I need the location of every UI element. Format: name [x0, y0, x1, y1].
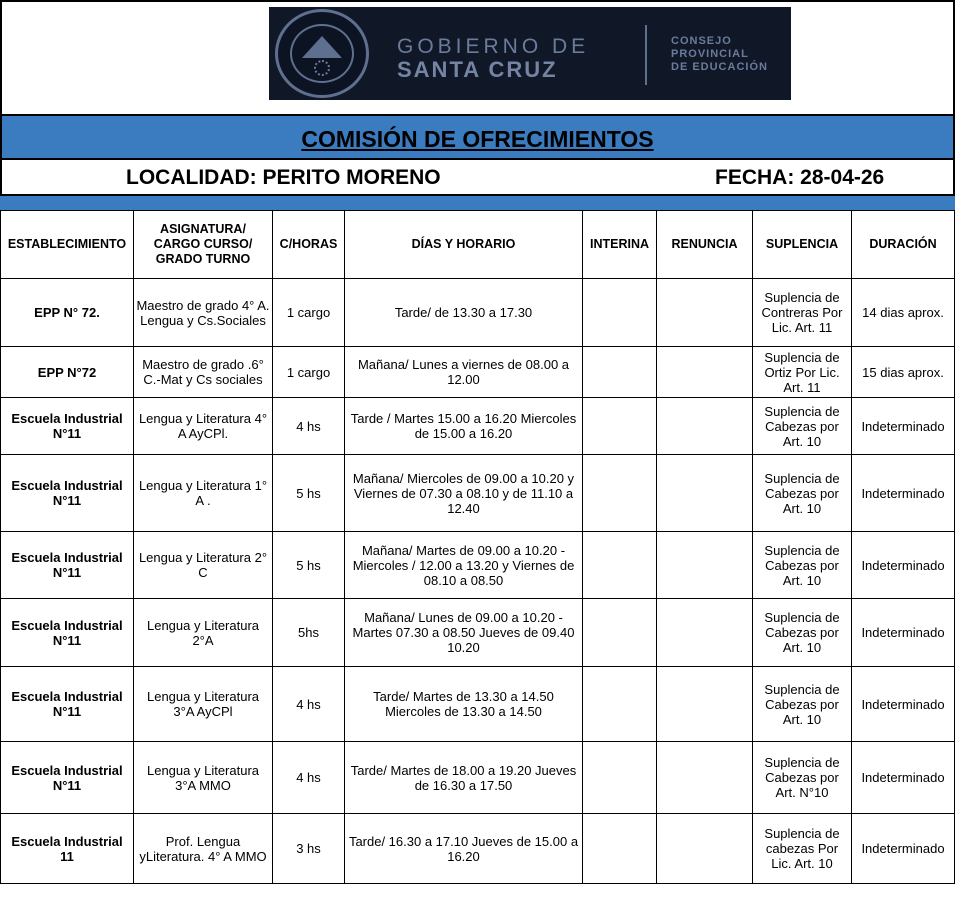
cell-interina: [583, 455, 657, 532]
cell-establecimiento: Escuela Industrial N°11: [1, 599, 134, 667]
cell-interina: [583, 532, 657, 599]
col-horas: C/HORAS: [273, 211, 345, 279]
localidad-label: LOCALIDAD: PERITO MORENO: [126, 166, 441, 189]
mountain-icon: [302, 36, 342, 58]
col-duracion: DURACIÓN: [852, 211, 955, 279]
cell-horario: Tarde/ de 13.30 a 17.30: [345, 279, 583, 347]
cell-asignatura: Maestro de grado 4° A. Lengua y Cs.Sociales: [134, 279, 273, 347]
col-suplencia: SUPLENCIA: [753, 211, 852, 279]
cell-horario: Mañana/ Miercoles de 09.00 a 10.20 y Viernes de 07.30 a 08.10 y de 11.10 a 12.40: [345, 455, 583, 532]
offers-table: [0, 210, 955, 884]
col-establecimiento: ESTABLECIMIENTO: [1, 211, 134, 279]
cell-horas: 5 hs: [273, 532, 345, 599]
cell-establecimiento: Escuela Industrial N°11: [1, 742, 134, 814]
cell-renuncia: [657, 532, 753, 599]
page-title: COMISIÓN DE OFRECIMIENTOS: [301, 126, 654, 152]
sun-icon: [314, 60, 330, 76]
table-row: [1, 599, 955, 667]
cell-renuncia: [657, 347, 753, 398]
cell-renuncia: [657, 742, 753, 814]
cell-renuncia: [657, 814, 753, 884]
cell-duracion: Indeterminado: [852, 455, 955, 532]
cell-horario: Tarde / Martes 15.00 a 16.20 Miercoles de 15.00 a 16.20: [345, 398, 583, 455]
cell-asignatura: Lengua y Literatura 2° C: [134, 532, 273, 599]
cell-horas: 4 hs: [273, 667, 345, 742]
cell-asignatura: Lengua y Literatura 4° A AyCPl.: [134, 398, 273, 455]
cell-establecimiento: EPP N° 72.: [1, 279, 134, 347]
cell-establecimiento: Escuela Industrial N°11: [1, 455, 134, 532]
cell-establecimiento: Escuela Industrial N°11: [1, 532, 134, 599]
cell-duracion: Indeterminado: [852, 667, 955, 742]
cell-asignatura: Lengua y Literatura 3°A MMO: [134, 742, 273, 814]
table-row: [1, 279, 955, 347]
cell-duracion: 14 dias aprox.: [852, 279, 955, 347]
col-horario: DÍAS Y HORARIO: [345, 211, 583, 279]
cell-renuncia: [657, 398, 753, 455]
cell-interina: [583, 599, 657, 667]
cell-asignatura: Lengua y Literatura 1° A .: [134, 455, 273, 532]
fecha-label: FECHA: 28-04-26: [715, 166, 885, 189]
cell-suplencia: Suplencia de Ortiz Por Lic. Art. 11: [753, 347, 852, 398]
cell-horas: 4 hs: [273, 742, 345, 814]
cell-renuncia: [657, 455, 753, 532]
cell-horario: Tarde/ 16.30 a 17.10 Jueves de 15.00 a 16.20: [345, 814, 583, 884]
cell-horario: Tarde/ Martes de 18.00 a 19.20 Jueves de 16.30 a 17.50: [345, 742, 583, 814]
table-row: [1, 742, 955, 814]
logo-org-line3: DE EDUCACIÓN: [671, 61, 768, 73]
cell-horario: Tarde/ Martes de 13.30 a 14.50 Miercoles de 13.30 a 14.50: [345, 667, 583, 742]
cell-asignatura: Prof. Lengua yLiteratura. 4° A MMO: [134, 814, 273, 884]
cell-interina: [583, 347, 657, 398]
cell-suplencia: Suplencia de Cabezas por Art. N°10: [753, 742, 852, 814]
logo-org-name: [671, 35, 768, 74]
logo-org-line1: CONSEJO: [671, 35, 732, 47]
logo-line2: SANTA CRUZ: [397, 57, 558, 82]
cell-horas: 3 hs: [273, 814, 345, 884]
cell-establecimiento: Escuela Industrial N°11: [1, 667, 134, 742]
cell-suplencia: Suplencia de Cabezas por Art. 10: [753, 667, 852, 742]
cell-duracion: Indeterminado: [852, 742, 955, 814]
cell-establecimiento: EPP N°72: [1, 347, 134, 398]
cell-horas: 5hs: [273, 599, 345, 667]
cell-duracion: Indeterminado: [852, 814, 955, 884]
cell-duracion: Indeterminado: [852, 532, 955, 599]
cell-horario: Mañana/ Lunes de 09.00 a 10.20 -Martes 07.30 a 08.50 Jueves de 09.40 10.20: [345, 599, 583, 667]
table-header-row: [1, 211, 955, 279]
col-asignatura: ASIGNATURA/ CARGO CURSO/ GRADO TURNO: [134, 211, 273, 279]
title-band: [0, 116, 955, 158]
cell-renuncia: [657, 279, 753, 347]
cell-duracion: Indeterminado: [852, 398, 955, 455]
cell-suplencia: Suplencia de Cabezas por Art. 10: [753, 398, 852, 455]
header-box: [0, 0, 955, 116]
logo-line1: GOBIERNO DE: [397, 35, 590, 58]
cell-suplencia: Suplencia de Cabezas por Art. 10: [753, 455, 852, 532]
cell-suplencia: Suplencia de Cabezas por Art. 10: [753, 532, 852, 599]
cell-horas: 5 hs: [273, 455, 345, 532]
table-row: [1, 814, 955, 884]
cell-duracion: Indeterminado: [852, 599, 955, 667]
location-date-box: [0, 158, 955, 196]
cell-asignatura: Maestro de grado .6° C.-Mat y Cs sociales: [134, 347, 273, 398]
cell-suplencia: Suplencia de Cabezas por Art. 10: [753, 599, 852, 667]
col-interina: INTERINA: [583, 211, 657, 279]
cell-asignatura: Lengua y Literatura 2°A: [134, 599, 273, 667]
table-row: [1, 398, 955, 455]
cell-establecimiento: Escuela Industrial N°11: [1, 398, 134, 455]
logo-org-line2: PROVINCIAL: [671, 48, 749, 60]
cell-horas: 1 cargo: [273, 279, 345, 347]
cell-renuncia: [657, 599, 753, 667]
cell-duracion: 15 dias aprox.: [852, 347, 955, 398]
cell-interina: [583, 398, 657, 455]
logo-separator: [645, 25, 647, 85]
government-logo: [269, 7, 791, 100]
cell-interina: [583, 279, 657, 347]
cell-interina: [583, 667, 657, 742]
cell-establecimiento: Escuela Industrial 11: [1, 814, 134, 884]
cell-horario: Mañana/ Martes de 09.00 a 10.20 -Miercoles / 12.00 a 13.20 y Viernes de 08.10 a 08.50: [345, 532, 583, 599]
cell-interina: [583, 742, 657, 814]
cell-suplencia: Suplencia de cabezas Por Lic. Art. 10: [753, 814, 852, 884]
col-renuncia: RENUNCIA: [657, 211, 753, 279]
cell-horas: 1 cargo: [273, 347, 345, 398]
cell-horario: Mañana/ Lunes a viernes de 08.00 a 12.00: [345, 347, 583, 398]
provincial-seal-icon: [275, 9, 369, 98]
cell-asignatura: Lengua y Literatura 3°A AyCPl: [134, 667, 273, 742]
table-row: [1, 455, 955, 532]
divider-strip: [0, 196, 955, 210]
cell-interina: [583, 814, 657, 884]
cell-suplencia: Suplencia de Contreras Por Lic. Art. 11: [753, 279, 852, 347]
cell-renuncia: [657, 667, 753, 742]
table-row: [1, 347, 955, 398]
table-row: [1, 532, 955, 599]
table-row: [1, 667, 955, 742]
cell-horas: 4 hs: [273, 398, 345, 455]
